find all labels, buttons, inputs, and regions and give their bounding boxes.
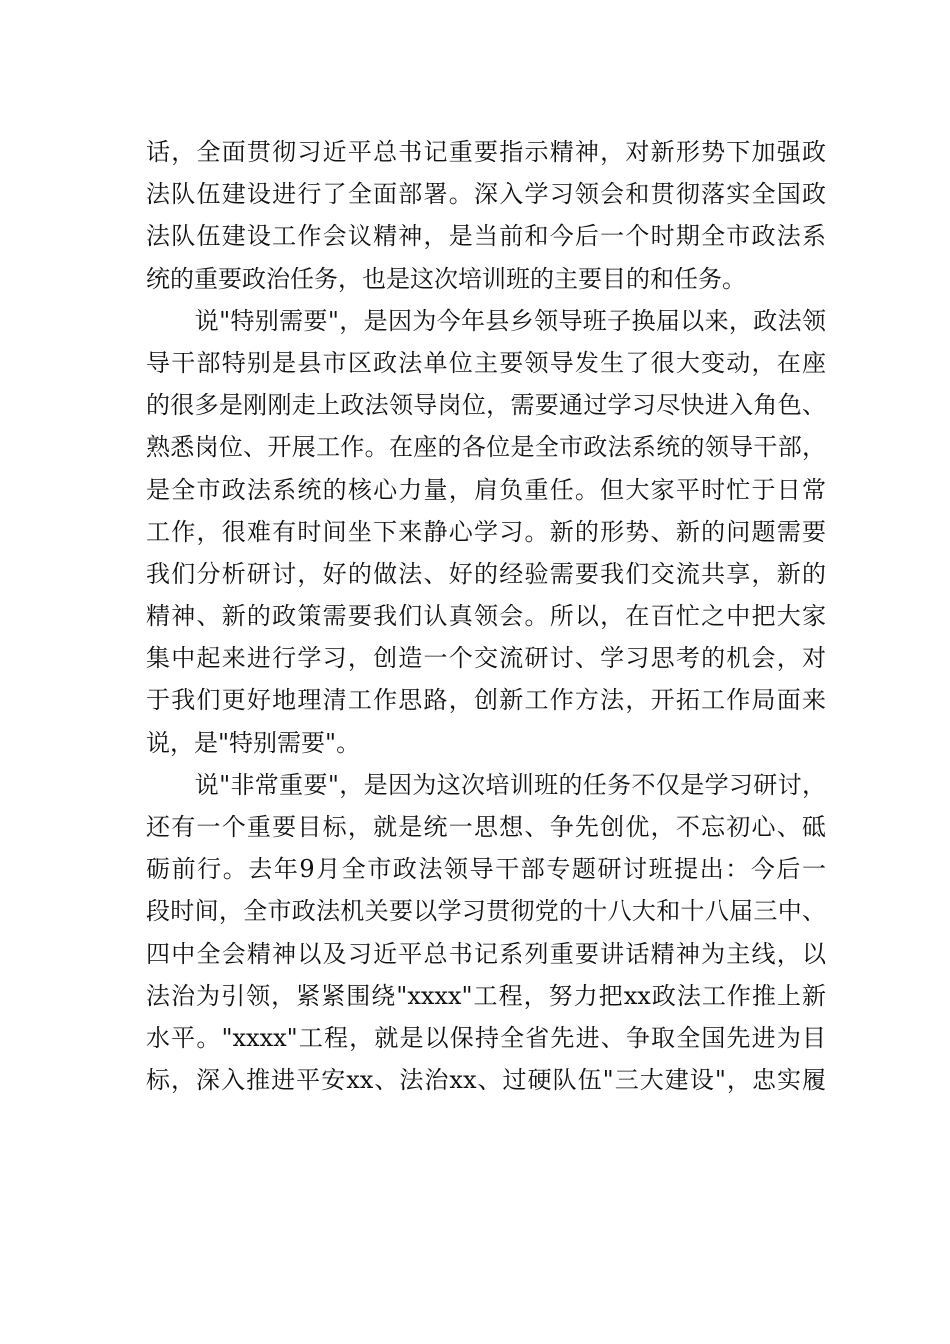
paragraph-2	[146, 300, 826, 764]
text-line: 段时间，全市政法机关要以学习贯彻党的十八大和十八届三中、	[146, 897, 826, 926]
body-text	[146, 131, 826, 1101]
text-line: 精神、新的政策需要我们认真领会。所以，在百忙之中把大家	[146, 602, 826, 631]
text-line: 熟悉岗位、开展工作。在座的各位是全市政法系统的领导干部，	[146, 433, 826, 462]
text-line: 话，全面贯彻习近平总书记重要指示精神，对新形势下加强政	[146, 138, 826, 166]
paragraph-1	[146, 131, 826, 300]
text-line: 标，深入推进平安xx、法治xx、过硬队伍"三大建设"，忠实履	[146, 1066, 826, 1095]
text-line: 是全市政法系统的核心力量，肩负重任。但大家平时忙于日常	[146, 475, 826, 504]
text-line: 四中全会精神以及习近平总书记系列重要讲话精神为主线，以	[146, 939, 826, 968]
text-line: 的很多是刚刚走上政法领导岗位，需要通过学习尽快进入角色、	[146, 391, 826, 420]
text-line: 说"非常重要"，是因为这次培训班的任务不仅是学习研讨，	[146, 770, 826, 799]
text-line: 于我们更好地理清工作思路，创新工作方法，开拓工作局面来	[146, 686, 826, 715]
text-line: 工作，很难有时间坐下来静心学习。新的形势、新的问题需要	[146, 517, 826, 546]
text-line: 法治为引领，紧紧围绕"xxxx"工程，努力把xx政法工作推上新	[146, 981, 826, 1010]
text-line: 说，是"特别需要"。	[146, 728, 361, 757]
text-line: 砺前行。去年9月全市政法领导干部专题研讨班提出：今后一	[146, 855, 826, 884]
paragraph-3	[146, 764, 826, 1102]
text-line: 导干部特别是县市区政法单位主要领导发生了很大变动，在座	[146, 348, 826, 377]
text-line: 集中起来进行学习，创造一个交流研讨、学习思考的机会，对	[146, 644, 826, 673]
text-line: 法队伍建设进行了全面部署。深入学习领会和贯彻落实全国政	[146, 180, 826, 209]
text-line: 说"特别需要"，是因为今年县乡领导班子换届以来，政法领	[146, 306, 826, 335]
text-line: 法队伍建设工作会议精神，是当前和今后一个时期全市政法系	[146, 222, 826, 251]
text-line: 水平。"xxxx"工程，就是以保持全省先进、争取全国先进为目	[146, 1023, 826, 1052]
text-line: 还有一个重要目标，就是统一思想、争先创优，不忘初心、砥	[146, 813, 826, 841]
text-line: 统的重要政治任务，也是这次培训班的主要目的和任务。	[146, 264, 746, 293]
text-line: 我们分析研讨，好的做法、好的经验需要我们交流共享，新的	[146, 559, 826, 588]
